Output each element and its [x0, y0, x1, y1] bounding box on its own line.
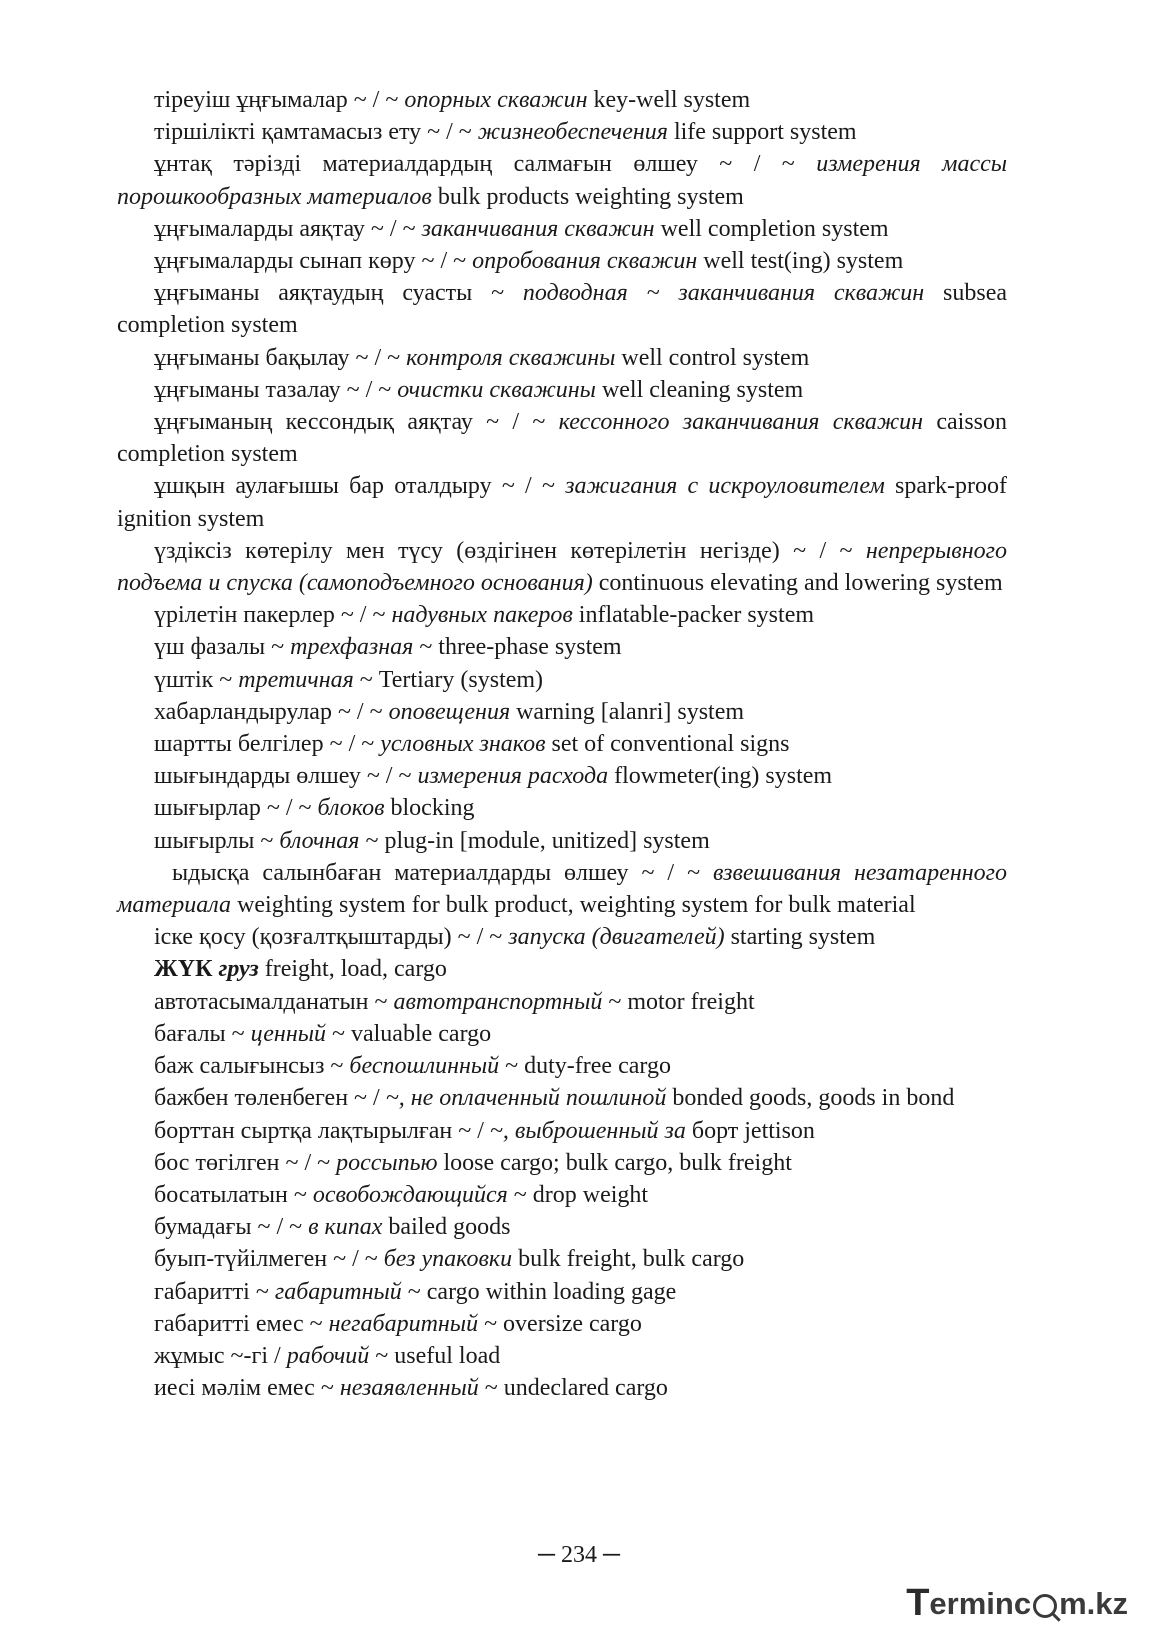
entry-kazakh: ЖҮК [154, 956, 219, 983]
entry-kazakh: бағалы ~ [154, 1020, 251, 1047]
dictionary-entry [117, 1211, 1007, 1243]
dictionary-entry [117, 1340, 1007, 1372]
logo-letter-t: T [906, 1582, 930, 1624]
entry-kazakh: ұңғымаларды аяқтау ~ / ~ [154, 215, 422, 242]
entry-english: well control system [615, 344, 810, 371]
entry-russian: оповещения [388, 698, 511, 725]
entry-english: борт jettison [685, 1117, 815, 1144]
entry-russian: негабаритный [328, 1310, 479, 1337]
entry-kazakh: ұңғыманы аяқтаудың суасты ~ [154, 280, 523, 307]
entry-russian: габаритный [274, 1278, 402, 1305]
entry-kazakh: габаритті емес ~ [154, 1310, 329, 1337]
entry-russian: надувных пакеров [391, 602, 573, 629]
dictionary-entry [117, 953, 1007, 985]
dictionary-entry [117, 1308, 1007, 1340]
entry-kazakh: ұңғыманы тазалау ~ / ~ [154, 376, 398, 403]
entry-kazakh: ұңғыманың кессондық аяқтау ~ / ~ [154, 409, 559, 436]
entry-russian: опробования скважин [472, 248, 698, 275]
entry-english: starting system [724, 924, 876, 951]
dictionary-entry [117, 921, 1007, 953]
entry-russian: груз [218, 956, 259, 983]
dictionary-entry [117, 1018, 1007, 1050]
dictionary-entry [117, 1179, 1007, 1211]
entry-russian: заканчивания скважин [421, 215, 655, 242]
entry-english: ~ duty-free cargo [499, 1053, 671, 1080]
entry-english: set of conventional signs [545, 731, 790, 758]
dictionary-entry [117, 342, 1007, 374]
entry-kazakh: автотасымалданатын ~ [154, 988, 394, 1015]
entry-kazakh: ыдысқа салынбаған материалдарды өлшеу ~ / ~ [172, 859, 714, 886]
entry-english: continuous elevating and lowering system [592, 570, 1003, 597]
entry-kazakh: иесі мәлім емес ~ [154, 1375, 340, 1402]
entry-english: caisson completion system [117, 409, 1008, 468]
entry-kazakh: үрілетін пакерлер ~ / ~ [154, 602, 392, 629]
entry-kazakh: тіреуіш ұңғымалар ~ / ~ [154, 87, 405, 113]
page-number: ─ 234 ─ [537, 1542, 620, 1568]
entry-kazakh: бумадағы ~ / ~ [154, 1214, 309, 1241]
dictionary-page-body [117, 84, 1007, 1404]
entry-english: well test(ing) system [697, 248, 904, 275]
entry-kazakh: бос төгілген ~ / ~ [154, 1149, 337, 1176]
entry-english: blocking [384, 795, 475, 822]
entry-kazakh: тіршілікті қамтамасыз ету ~ / ~ [154, 119, 478, 146]
entry-russian: жизнеобеспечения [477, 119, 668, 146]
entry-kazakh: босатылатын ~ [154, 1181, 313, 1208]
entry-kazakh: үш фазалы ~ [154, 634, 291, 661]
entry-russian: опорных скважин [404, 87, 588, 113]
entry-russian: рабочий [286, 1342, 370, 1369]
entry-russian: третичная [238, 666, 354, 693]
entry-english: well completion system [654, 215, 889, 242]
entry-english: spark-proof ignition system [117, 473, 1007, 532]
entry-english: flowmeter(ing) system [608, 763, 833, 790]
entry-english: weighting system for bulk product, weighting system for bulk material [231, 892, 916, 919]
entry-russian: непрерывного подъема и спуска (самоподъемного основания) [117, 537, 1007, 597]
entry-english: ~ useful load [369, 1342, 501, 1369]
dictionary-entry [117, 374, 1007, 406]
dictionary-entry [117, 148, 1007, 212]
dictionary-entry [117, 470, 1007, 534]
dictionary-entry [117, 599, 1007, 631]
magnifier-icon [1033, 1594, 1057, 1618]
entry-kazakh: ұнтақ тәрізді материалдардың салмағын өлшеу ~ / ~ [154, 151, 817, 178]
entry-kazakh: баж салығынсыз ~ [154, 1053, 350, 1080]
dictionary-entry [117, 857, 1007, 921]
dictionary-entry [117, 631, 1007, 663]
entry-english: ~ valuable cargo [325, 1020, 492, 1047]
entry-russian: запуска (двигателей) [508, 924, 725, 951]
dictionary-entry [117, 664, 1007, 696]
entry-english: ~ cargo within loading gage [401, 1278, 677, 1305]
entry-kazakh: габаритті ~ [154, 1278, 275, 1305]
entry-russian: измерения массы порошкообразных материалов [117, 151, 1007, 210]
entry-english: bailed goods [382, 1214, 511, 1241]
logo-text-part1: erminc [929, 1585, 1032, 1621]
entry-russian: ~, выброшенный за [489, 1117, 686, 1144]
entry-russian: очистки скважины [397, 376, 596, 403]
entry-english: bulk products weighting system [431, 183, 744, 210]
entry-kazakh: үштік ~ [154, 666, 239, 693]
entry-russian: контроля скважины [406, 344, 616, 371]
dictionary-entry [117, 1082, 1007, 1114]
entry-kazakh: шығындарды өлшеу ~ / ~ [154, 763, 418, 790]
dictionary-entry [117, 1372, 1007, 1404]
entry-russian: зажигания с искроуловителем [565, 473, 885, 500]
entry-russian: кессонного заканчивания скважин [558, 409, 924, 436]
dictionary-entry [117, 1276, 1007, 1308]
entry-russian: незаявленный [339, 1375, 479, 1402]
entry-russian: трехфазная [290, 634, 414, 661]
entry-english: ~ oversize cargo [478, 1310, 642, 1337]
entry-russian: блочная [279, 827, 360, 854]
entry-english: ~ Tertiary (system) [353, 666, 544, 693]
entry-kazakh: жұмыс ~-гі / [154, 1342, 287, 1369]
dictionary-entry [117, 760, 1007, 792]
entry-kazakh: үздіксіз көтерілу мен түсу (өздігінен көтерілетін негізде) ~ / ~ [154, 537, 866, 564]
entry-english: ~ three-phase system [413, 634, 622, 661]
dictionary-entry [117, 792, 1007, 824]
dictionary-entry [117, 1050, 1007, 1082]
entry-english: warning [alanri] system [510, 698, 745, 725]
entry-english: ~ motor freight [602, 988, 755, 1015]
entry-english: key-well system [587, 87, 751, 113]
entry-english: bonded goods, goods in bond [666, 1085, 955, 1112]
entry-russian: ценный [250, 1020, 326, 1047]
dictionary-entry [117, 213, 1007, 245]
entry-kazakh: буып-түйілмеген ~ / ~ [154, 1246, 384, 1273]
entry-russian: подводная ~ заканчивания скважин [522, 280, 925, 307]
entry-russian: в кипах [308, 1214, 383, 1241]
logo-text-part2: m.kz [1059, 1585, 1128, 1621]
dictionary-entry [117, 1243, 1007, 1275]
entry-russian: освобождающийся [312, 1181, 508, 1208]
entry-kazakh: іске қосу (қозғалтқыштарды) ~ / ~ [154, 924, 509, 951]
entry-kazakh: шартты белгілер ~ / ~ [154, 731, 381, 758]
entry-russian: беспошлинный [349, 1053, 500, 1080]
dictionary-entry [117, 986, 1007, 1018]
dictionary-entry [117, 1147, 1007, 1179]
entry-english: inflatable-packer system [572, 602, 815, 629]
entry-english: freight, load, cargo [258, 956, 447, 983]
entry-kazakh: ұңғымаларды сынап көру ~ / ~ [154, 248, 473, 275]
entry-russian: автотранспортный [393, 988, 603, 1015]
entry-english: well cleaning system [595, 376, 804, 403]
entry-english: life support system [667, 119, 857, 146]
dictionary-entry [117, 245, 1007, 277]
entry-russian: блоков [317, 795, 385, 822]
termincom-logo[interactable] [906, 1582, 1128, 1625]
entry-kazakh: бажбен төленбеген ~ / [154, 1085, 386, 1112]
dictionary-entry [117, 728, 1007, 760]
entry-english: loose cargo; bulk cargo, bulk freight [437, 1149, 792, 1176]
dictionary-entry [117, 406, 1007, 470]
entry-kazakh: шығырлы ~ [154, 827, 280, 854]
entry-russian: ~, не оплаченный пошлиной [385, 1085, 667, 1112]
entry-russian: взвешивания незатаренного материала [117, 859, 1008, 919]
entry-kazakh: хабарландырулар ~ / ~ [154, 698, 389, 725]
entry-kazakh: ұңғыманы бақылау ~ / ~ [154, 344, 407, 371]
entry-english: ~ undeclared cargo [478, 1375, 668, 1402]
entry-kazakh: шығырлар ~ / ~ [154, 795, 318, 822]
entry-russian: условных знаков [380, 731, 546, 758]
dictionary-entry [117, 84, 1007, 116]
entry-kazakh: ұшқын аулағышы бар оталдыру ~ / ~ [154, 473, 566, 500]
dictionary-entry [117, 277, 1007, 341]
dictionary-entry [117, 535, 1007, 599]
entry-english: subsea completion system [117, 280, 1008, 339]
dictionary-entry [117, 696, 1007, 728]
entry-english: ~ drop weight [507, 1181, 649, 1208]
entry-russian: измерения расхода [417, 763, 609, 790]
dictionary-entry [117, 825, 1007, 857]
entry-russian: россыпью [336, 1149, 438, 1176]
entry-russian: без упаковки [383, 1246, 513, 1273]
entry-english: bulk freight, bulk cargo [512, 1246, 745, 1273]
dictionary-entry [117, 116, 1007, 148]
entry-english: ~ plug-in [module, unitized] system [359, 827, 710, 854]
dictionary-entry [117, 1115, 1007, 1147]
entry-kazakh: борттан сыртқа лақтырылған ~ / [154, 1117, 490, 1144]
